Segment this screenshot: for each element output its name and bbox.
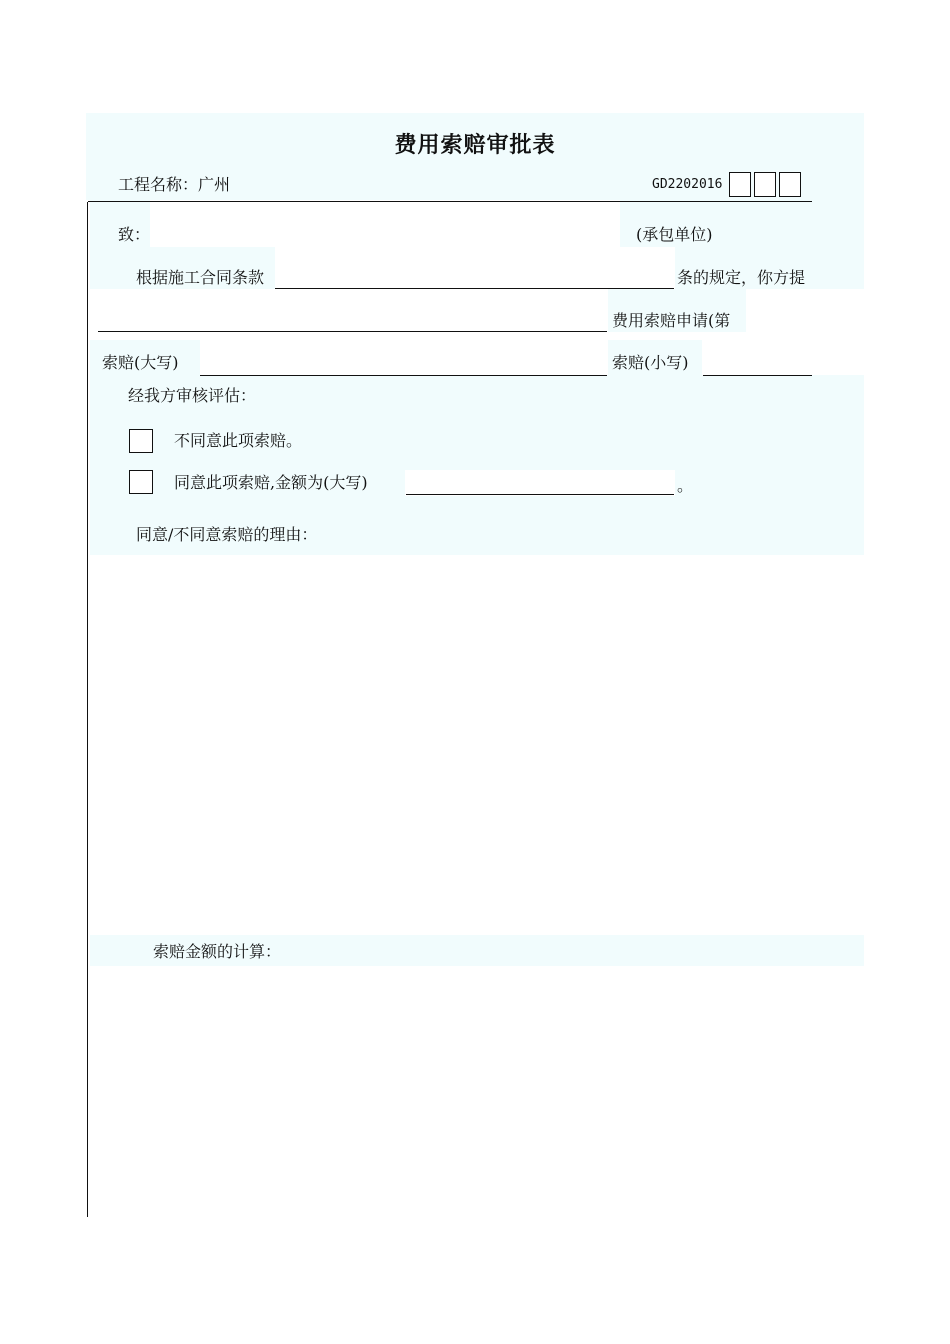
project-label: 工程名称： bbox=[118, 175, 199, 194]
agree-period: 。 bbox=[677, 476, 694, 495]
form-code: GD2202016 bbox=[652, 177, 723, 192]
application-blank[interactable] bbox=[98, 331, 607, 332]
amount-upper-label: 索赔(大写) bbox=[102, 353, 179, 372]
agree-checkbox[interactable] bbox=[129, 470, 153, 494]
clause-suffix: 条的规定，你方提 bbox=[677, 268, 806, 287]
contractor-note: (承包单位) bbox=[636, 225, 713, 244]
amount-upper-blank[interactable] bbox=[200, 375, 607, 376]
reason-label: 同意/不同意索赔的理由： bbox=[136, 525, 318, 544]
agree-option-label: 同意此项索赔,金额为(大写) bbox=[174, 473, 368, 492]
code-box-3[interactable] bbox=[779, 172, 801, 197]
header-underline bbox=[88, 201, 812, 202]
agree-amount-blank[interactable] bbox=[406, 494, 674, 495]
disagree-option-label: 不同意此项索赔。 bbox=[174, 431, 303, 450]
application-suffix: 费用索赔申请(第 bbox=[612, 311, 731, 330]
review-heading: 经我方审核评估： bbox=[128, 386, 257, 405]
clause-prefix: 根据施工合同条款 bbox=[136, 268, 265, 287]
left-border bbox=[87, 202, 88, 1217]
code-box-2[interactable] bbox=[754, 172, 776, 197]
amount-lower-blank[interactable] bbox=[703, 375, 812, 376]
form-title: 费用索赔审批表 bbox=[394, 133, 556, 158]
disagree-checkbox[interactable] bbox=[129, 429, 153, 453]
calc-label: 索赔金额的计算： bbox=[153, 942, 282, 961]
clause-blank[interactable] bbox=[275, 288, 674, 289]
to-label: 致： bbox=[118, 225, 151, 244]
project-name-label bbox=[118, 175, 230, 195]
project-value: 广州 bbox=[198, 175, 231, 194]
review-blank-strip bbox=[405, 470, 675, 496]
amount-lower-label: 索赔(小写) bbox=[612, 353, 689, 372]
code-box-1[interactable] bbox=[729, 172, 751, 197]
